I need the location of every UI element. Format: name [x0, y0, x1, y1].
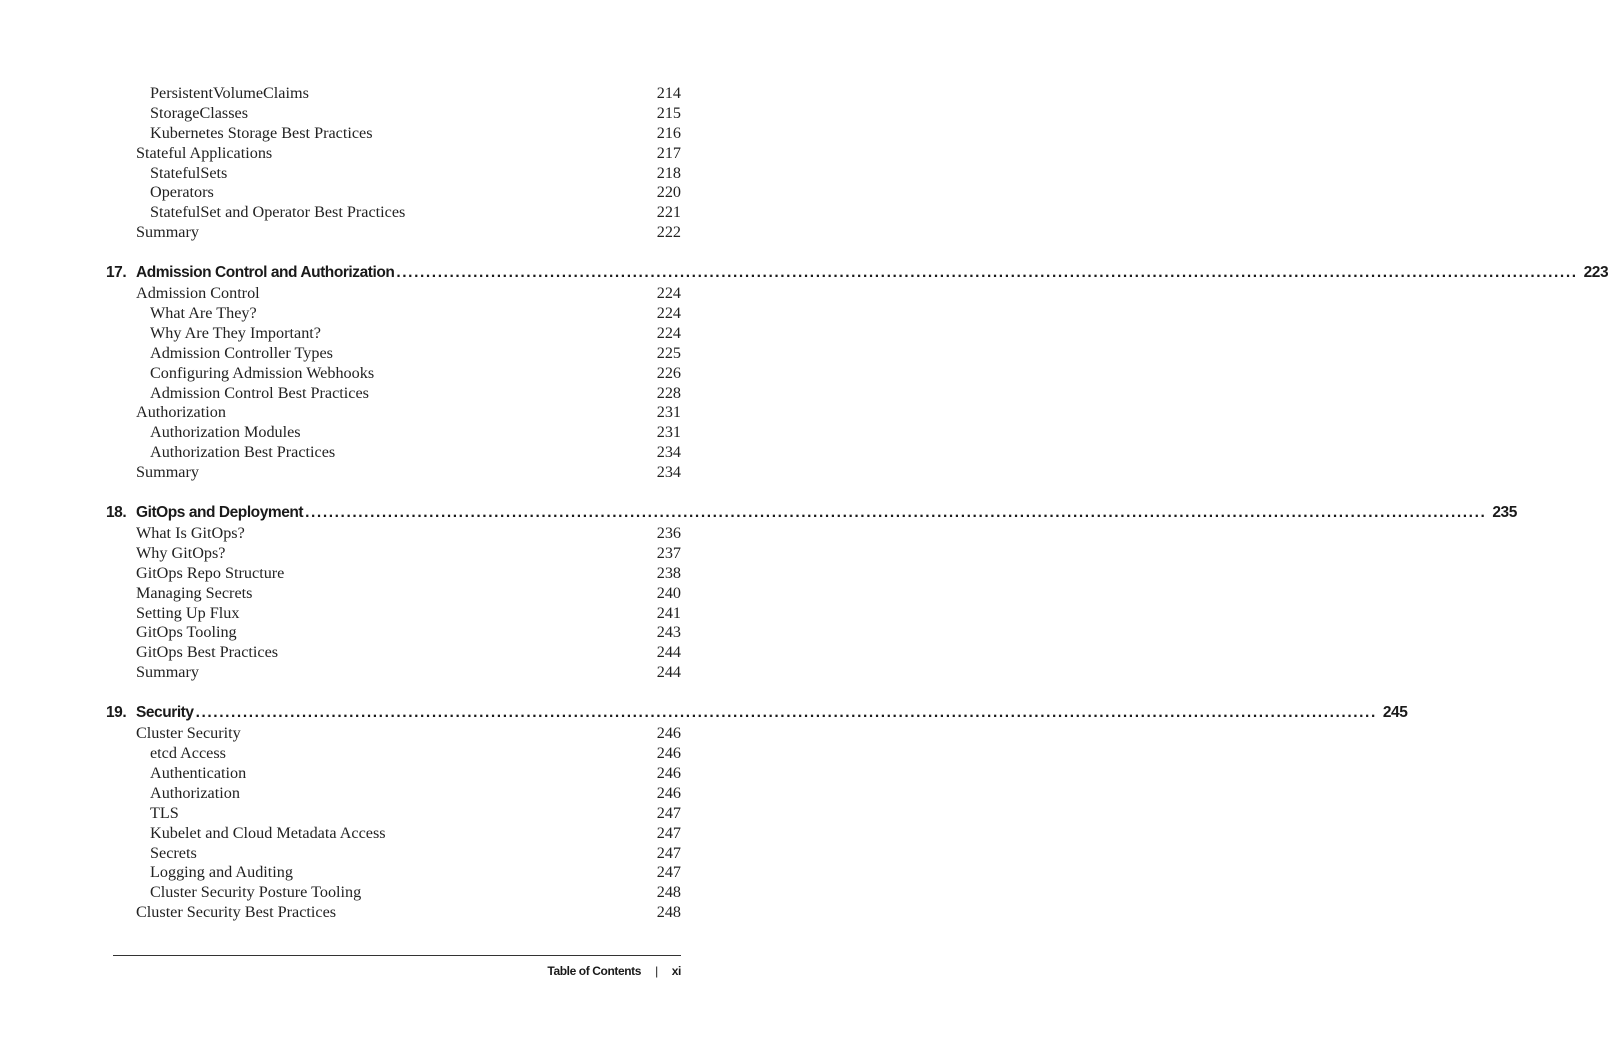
- entry-title: Why Are They Important?: [150, 323, 321, 342]
- toc-subsection-entry[interactable]: [0, 863, 794, 883]
- entry-title: Cluster Security Posture Tooling: [150, 883, 362, 902]
- entry-title: etcd Access: [150, 744, 226, 763]
- chapter-number: 17.: [106, 264, 127, 282]
- entry-page-number: 222: [656, 223, 681, 242]
- entry-page-number: 221: [656, 203, 681, 222]
- toc-section-entry[interactable]: [0, 544, 794, 564]
- footer-rule: [113, 955, 681, 956]
- toc-subsection-entry[interactable]: [0, 364, 794, 384]
- entry-page-number: 247: [656, 863, 681, 882]
- toc-subsection-entry[interactable]: [0, 164, 794, 184]
- entry-title: GitOps Tooling: [136, 623, 237, 642]
- entry-page-number: 231: [656, 403, 681, 422]
- toc-section-entry[interactable]: [0, 403, 794, 423]
- toc-section-entry[interactable]: [0, 564, 794, 584]
- entry-page-number: 214: [656, 84, 681, 102]
- entry-page-number: 228: [656, 383, 681, 402]
- entry-title: StorageClasses: [150, 103, 249, 122]
- chapter-title-line: [136, 702, 1408, 723]
- entry-title: Why GitOps?: [136, 543, 226, 562]
- entry-page-number: 231: [656, 423, 681, 442]
- entry-page-number: 216: [656, 123, 681, 142]
- entry-page-number: 234: [656, 443, 681, 462]
- chapter-number: 19.: [106, 704, 127, 722]
- entry-title: Authorization: [150, 783, 240, 802]
- dot-leader: ........................................................................................................................................................................................................: [195, 704, 1377, 722]
- entry-title: Admission Control: [136, 284, 260, 303]
- chapter-page-number: 223: [1583, 264, 1608, 282]
- entry-page-number: 236: [656, 524, 681, 543]
- chapter-heading[interactable]: [0, 702, 1408, 723]
- toc-subsection-entry[interactable]: [0, 344, 794, 364]
- entry-title: TLS: [150, 803, 179, 822]
- entry-title: Cluster Security: [136, 724, 241, 743]
- entry-title: Authorization: [136, 403, 226, 422]
- entry-page-number: 246: [656, 783, 681, 802]
- entry-title: Operators: [150, 183, 214, 202]
- table-of-contents: [0, 84, 1608, 923]
- entry-title: Authorization Best Practices: [150, 443, 336, 462]
- entry-page-number: 244: [656, 643, 681, 662]
- entry-page-number: 248: [656, 883, 681, 902]
- toc-section-entry[interactable]: [0, 463, 794, 483]
- entry-title: Summary: [136, 223, 199, 242]
- entry-title: Kubelet and Cloud Metadata Access: [150, 823, 386, 842]
- entry-title: Admission Control Best Practices: [150, 383, 369, 402]
- entry-title: Summary: [136, 663, 199, 682]
- entry-title: GitOps Repo Structure: [136, 563, 285, 582]
- entry-title: What Is GitOps?: [136, 524, 245, 543]
- dot-leader: ........................................................................................................................................................................................................: [396, 264, 1578, 282]
- toc-section-entry[interactable]: [0, 643, 794, 663]
- entry-page-number: 247: [656, 823, 681, 842]
- toc-subsection-entry[interactable]: [0, 203, 794, 223]
- entry-page-number: 246: [656, 724, 681, 743]
- entry-page-number: 217: [656, 143, 681, 162]
- toc-subsection-entry[interactable]: [0, 183, 794, 203]
- toc-section-entry[interactable]: [0, 524, 794, 544]
- dot-leader: ........................................................................................................................................................................................................: [305, 504, 1487, 522]
- chapter-title-line: [136, 502, 1517, 523]
- entry-page-number: 234: [656, 463, 681, 482]
- entry-title: Configuring Admission Webhooks: [150, 363, 375, 382]
- chapter-page-number: 245: [1382, 704, 1408, 722]
- toc-subsection-entry[interactable]: [0, 744, 794, 764]
- footer-separator: |: [655, 964, 658, 978]
- chapter-title: GitOps and Deployment: [136, 504, 304, 522]
- toc-subsection-entry[interactable]: [0, 124, 794, 144]
- entry-page-number: 240: [656, 583, 681, 602]
- toc-subsection-entry[interactable]: [0, 104, 794, 124]
- entry-title: GitOps Best Practices: [136, 643, 279, 662]
- chapter-heading[interactable]: [0, 502, 1517, 523]
- entry-page-number: 225: [656, 343, 681, 362]
- toc-section-entry[interactable]: [0, 724, 794, 744]
- entry-title: Managing Secrets: [136, 583, 253, 602]
- entry-page-number: 244: [656, 663, 681, 682]
- entry-title: Kubernetes Storage Best Practices: [150, 123, 373, 142]
- entry-page-number: 243: [656, 623, 681, 642]
- toc-subsection-entry[interactable]: [0, 384, 794, 404]
- toc-subsection-entry[interactable]: [0, 764, 794, 784]
- entry-page-number: 215: [656, 103, 681, 122]
- entry-page-number: 247: [656, 803, 681, 822]
- entry-page-number: 218: [656, 163, 681, 182]
- toc-subsection-entry[interactable]: [0, 84, 794, 104]
- footer-section-label: Table of Contents: [547, 964, 642, 978]
- entry-title: Summary: [136, 463, 199, 482]
- entry-title: Admission Controller Types: [150, 343, 333, 362]
- entry-page-number: 247: [656, 843, 681, 862]
- entry-title: PersistentVolumeClaims: [150, 84, 309, 102]
- entry-title: Secrets: [150, 843, 197, 862]
- entry-page-number: 246: [656, 744, 681, 763]
- chapter-page-number: 235: [1492, 504, 1517, 522]
- toc-subsection-entry[interactable]: [0, 883, 794, 903]
- toc-subsection-entry[interactable]: [0, 304, 794, 324]
- entry-page-number: 224: [656, 304, 681, 323]
- toc-subsection-entry[interactable]: [0, 804, 794, 824]
- entry-page-number: 248: [656, 903, 681, 922]
- toc-subsection-entry[interactable]: [0, 844, 794, 864]
- entry-page-number: 237: [656, 543, 681, 562]
- toc-section-entry[interactable]: [0, 144, 794, 164]
- entry-title: Setting Up Flux: [136, 603, 240, 622]
- entry-title: Authorization Modules: [150, 423, 301, 442]
- entry-page-number: 224: [656, 323, 681, 342]
- toc-subsection-entry[interactable]: [0, 824, 794, 844]
- toc-subsection-entry[interactable]: [0, 443, 794, 463]
- chapter-title-line: [136, 262, 1608, 283]
- running-footer: [547, 962, 681, 980]
- entry-page-number: 220: [656, 183, 681, 202]
- entry-page-number: 246: [656, 763, 681, 782]
- entry-title: StatefulSet and Operator Best Practices: [150, 203, 406, 222]
- toc-section-entry[interactable]: [0, 604, 794, 624]
- toc-section-entry[interactable]: [0, 903, 794, 923]
- toc-section-entry[interactable]: [0, 623, 794, 643]
- entry-title: Stateful Applications: [136, 143, 273, 162]
- chapter-title: Admission Control and Authorization: [136, 264, 395, 282]
- entry-page-number: 241: [656, 603, 681, 622]
- entry-page-number: 224: [656, 284, 681, 303]
- entry-title: Logging and Auditing: [150, 863, 293, 882]
- chapter-number: 18.: [106, 504, 127, 522]
- toc-section-entry[interactable]: [0, 584, 794, 604]
- entry-title: Cluster Security Best Practices: [136, 903, 337, 922]
- chapter-title: Security: [136, 704, 194, 722]
- entry-title: StatefulSets: [150, 163, 228, 182]
- entry-page-number: 238: [656, 563, 681, 582]
- toc-section-entry[interactable]: [0, 663, 794, 683]
- toc-subsection-entry[interactable]: [0, 784, 794, 804]
- toc-subsection-entry[interactable]: [0, 324, 794, 344]
- entry-title: Authentication: [150, 763, 247, 782]
- entry-page-number: 226: [656, 363, 681, 382]
- toc-subsection-entry[interactable]: [0, 423, 794, 443]
- toc-section-entry[interactable]: [0, 284, 794, 304]
- entry-title: What Are They?: [150, 304, 257, 323]
- footer-page-number: xi: [671, 964, 681, 978]
- toc-section-entry[interactable]: [0, 223, 794, 243]
- chapter-heading[interactable]: [0, 262, 1608, 283]
